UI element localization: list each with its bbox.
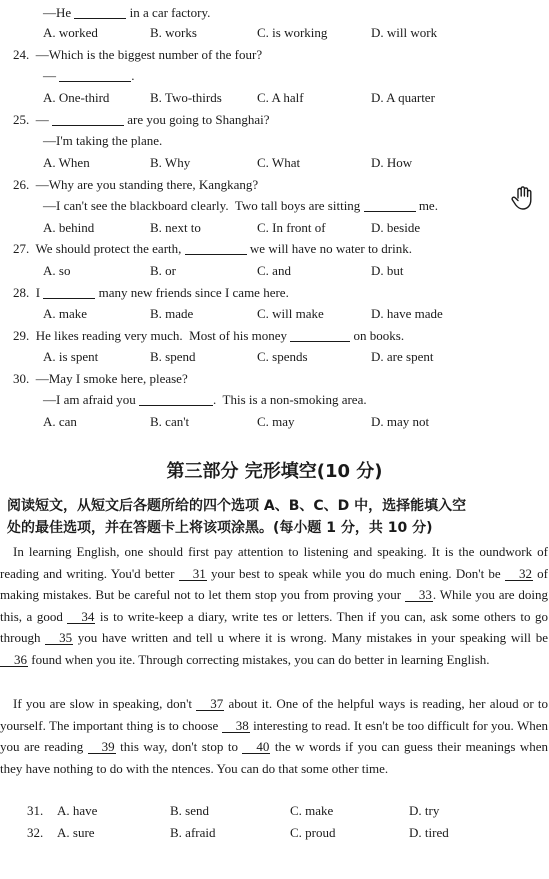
blank-37: 37 (196, 697, 224, 711)
q27-option-a: A. so (43, 263, 71, 278)
q23-stem: —He in a car factory. (43, 5, 211, 20)
passage-paragraph-2: If you are slow in speaking, don't 37 about it. One of the helpful ways is reading, her aloud or to yourself. The important thing is to choose 38 interesting to read. It esn't be too difficult for you. When you are reading 39 this way, don't stop to 40 the w words if you can guess their meanings when they have nothing to do with the ntences. You can do that some other time. (0, 696, 548, 776)
q25-blank (52, 113, 124, 126)
q26-blank (364, 199, 416, 212)
blank-39: 39 (88, 740, 116, 754)
q24-option-b: B. Two-thirds (150, 90, 222, 105)
q30-option-d: D. may not (371, 414, 430, 429)
q25-option-d: D. How (371, 155, 413, 170)
q29-blank (290, 329, 350, 342)
q23-option-d: D. will work (371, 25, 438, 40)
q23-blank (74, 6, 126, 19)
q30-option-c: C. may (257, 414, 295, 429)
q24-answer-line: — . (43, 68, 135, 83)
q29-option-a: A. is spent (43, 349, 99, 364)
q26-option-d: D. beside (371, 220, 421, 235)
q26-option-c: C. In front of (257, 220, 326, 235)
q24-stem: 24. —Which is the biggest number of the four? (13, 47, 263, 62)
q24-blank (59, 69, 131, 82)
q24-option-c: C. A half (257, 90, 304, 105)
q26-option-a: A. behind (43, 220, 95, 235)
q28-stem: 28. I many new friends since I came here. (13, 285, 289, 300)
passage-paragraph-1: In learning English, one should first pay attention to listening and speaking. It is the oundwork of reading and writing. You'd better 31 your best to speak while you do much ening. Don't be 32 of making mistakes. But be careful not to let them stop you from proving your 33. While you are doing this, a good 34 is to write-keep a diary, write tes or letters. Then if you can, ask some others to go through 35 you have written and tell u where it is wrong. Many mistakes in your speaking will be 36 found when you ite. Through correcting mistakes, you can do better in learning English. (0, 544, 549, 667)
q27-stem: 27. We should protect the earth, we will have no water to drink. (13, 241, 412, 256)
q31-number: 31. (27, 803, 44, 818)
hand-pointer-icon (509, 184, 537, 212)
q27-option-b: B. or (150, 263, 176, 278)
blank-33: 33 (405, 588, 433, 602)
q23-option-a: A. worked (43, 25, 98, 40)
q27-option-c: C. and (257, 263, 291, 278)
blank-35: 35 (45, 631, 73, 645)
section-title: 第三部分 完形填空(10 分) (166, 461, 383, 482)
q31-option-a: A. have (57, 803, 98, 818)
q30-option-a: A. can (43, 414, 77, 429)
q32-option-a: A. sure (57, 825, 95, 840)
q24-option-d: D. A quarter (371, 90, 435, 105)
q30-blank (139, 393, 213, 406)
q25-option-b: B. Why (150, 155, 191, 170)
blank-40: 40 (242, 740, 270, 754)
q27-blank (185, 242, 247, 255)
q25-stem: 25. — are you going to Shanghai? (13, 112, 270, 127)
q30-option-b: B. can't (150, 414, 190, 429)
q24-option-a: A. One-third (43, 90, 110, 105)
q26-option-b: B. next to (150, 220, 201, 235)
q23-option-c: C. is working (257, 25, 328, 40)
q29-option-d: D. are spent (371, 349, 434, 364)
q32-option-c: C. proud (290, 825, 336, 840)
q29-stem: 29. He likes reading very much. Most of his money on books. (13, 328, 405, 343)
q29-option-c: C. spends (257, 349, 308, 364)
q23-option-b: B. works (150, 25, 197, 40)
q30-stem: 30. —May I smoke here, please? (13, 371, 188, 386)
section-instructions-line1: 阅读短文，从短文后各题所给的四个选项 A、B、C、D 中，选择能填入空 (7, 498, 467, 514)
q30-stem2: —I am afraid you . This is a non-smoking area. (43, 392, 367, 407)
q31-option-b: B. send (170, 803, 209, 818)
q28-option-b: B. made (150, 306, 194, 321)
blank-34: 34 (67, 610, 95, 624)
section-instructions-line2: 处的最佳选项，并在答题卡上将该项涂黑。(每小题 1 分，共 10 分) (7, 520, 433, 536)
q32-option-b: B. afraid (170, 825, 216, 840)
blank-38: 38 (222, 719, 250, 733)
q32-option-d: D. tired (409, 825, 449, 840)
blank-36: 36 (0, 653, 28, 667)
q25-stem2: —I'm taking the plane. (43, 133, 163, 148)
q25-option-a: A. When (43, 155, 90, 170)
q28-option-c: C. will make (257, 306, 324, 321)
blank-31: 31 (179, 567, 207, 581)
q29-option-b: B. spend (150, 349, 196, 364)
q26-stem: 26. —Why are you standing there, Kangkang? (13, 177, 259, 192)
q25-option-c: C. What (257, 155, 301, 170)
q28-option-d: D. have made (371, 306, 443, 321)
q26-stem2: —I can't see the blackboard clearly. Two tall boys are sitting me. (43, 198, 438, 213)
q31-option-c: C. make (290, 803, 334, 818)
q28-option-a: A. make (43, 306, 88, 321)
blank-32: 32 (505, 567, 533, 581)
q28-blank (43, 286, 95, 299)
q31-option-d: D. try (409, 803, 440, 818)
q32-number: 32. (27, 825, 44, 840)
q27-option-d: D. but (371, 263, 404, 278)
